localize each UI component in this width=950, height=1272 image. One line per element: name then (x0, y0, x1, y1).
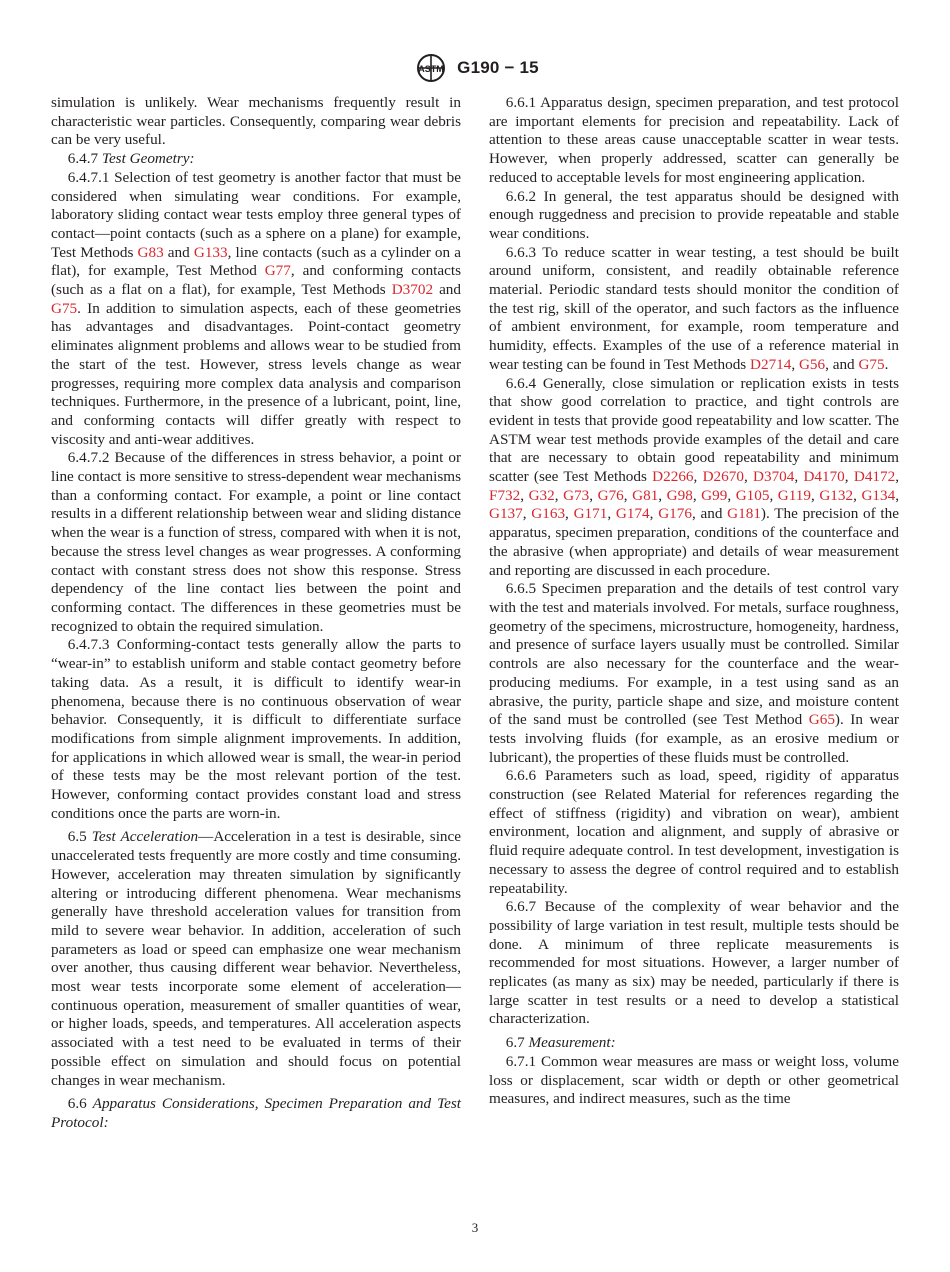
section-6-7-1: 6.7.1 Common wear measures are mass or weight loss, volume loss or displacement, scar width or depth or other geometrical measures, and indirect measures, such as the time (489, 1052, 899, 1108)
ref-separator: , (554, 486, 564, 504)
section-6-6-1: 6.6.1 Apparatus design, specimen preparation, and test protocol are important elements for precision and repeatability. Lack of attention to these areas cause unacceptable scatter in wear tests. However, when properly addressed, scatter can generally be reduced to acceptable levels for most engineering application. (489, 94, 899, 186)
ref-separator: , (589, 486, 598, 504)
ref-link[interactable]: G65 (808, 711, 835, 729)
ref-separator: , (743, 468, 754, 486)
ref-separator: , (623, 486, 633, 504)
ref-separator: , (727, 486, 736, 504)
ref-link[interactable]: G75 (51, 299, 78, 317)
section-6-6-6: 6.6.6 Parameters such as load, speed, rigidity of apparatus construction (see Related Material for references regarding the effect of stiffness (rigidity) and vibration on wear), ambient environment, location and alignment, and supply of abrasive or fluid require adequate control. In test development, investigation is necessary to assess the degree of control required and to establish repeatability. (489, 767, 899, 897)
page-number: 3 (471, 1220, 479, 1235)
left-column (51, 94, 461, 1133)
section-6-7: 6.7 Measurement: (505, 1034, 616, 1052)
ref-separator: , (693, 468, 703, 486)
ref-separator: , (853, 486, 862, 504)
ref-separator: , (522, 505, 532, 523)
ref-link[interactable]: G56 (798, 355, 826, 373)
ref-separator: , (810, 486, 820, 504)
ref-link[interactable]: G119 (777, 486, 811, 504)
ref-link[interactable]: G99 (701, 486, 728, 504)
section-6-6-7: 6.6.7 Because of the complexity of wear behavior and the possibility of large variation in test result, multiple tests should be done. A minimum of three replicate measurements is recommended for most situations. However, a larger number of replicates (as many as six) may be needed, particularly if there is large scatter in test results or a need to develop a statistical characterization. (489, 898, 899, 1028)
ref-separator: , (565, 505, 574, 523)
ref-link[interactable]: G163 (531, 505, 566, 523)
ref-link[interactable]: D2266 (652, 468, 694, 486)
ref-separator: , (895, 486, 899, 504)
section-6-6-4: 6.6.4 Generally, close simulation or replication exists in tests that show good correlation to practice, and tight controls are evident in tests that provide good repeatability and low scatter. The ASTM wear test methods provide examples of the detail and care that are necessary to obtain good repeatability and minimum scatter (see Test Methods D2266, D2670, D3704, D4170, D4172, F732, G32, G73, G76, G81, G98, G99, G105, G119, G132, G134, G137, G163, G171, G174, G176, and G181). The precision of the apparatus, specimen preparation, conditions of the counterface and the abrasive (when appropriate) and details of wear measurement and reporting are discussed in each procedure. (489, 374, 899, 579)
ref-link[interactable]: G81 (632, 486, 659, 504)
ref-separator: , (895, 468, 899, 486)
ref-separator: , (769, 486, 778, 504)
ref-separator: , (649, 505, 659, 523)
section-6-6-3: 6.6.3 To reduce scatter in wear testing, a test should be built around uniform, consistent, and readily obtainable reference material. Periodic standard tests should monitor the condition of the test rig, skill of the operator, and such factors as the influence of ambient environment, for example, room temperature and humidity, effects. Examples of the use of a reference material in wear testing can be found in Test Methods D2714, G56, and G75. (489, 243, 899, 373)
ref-link[interactable]: G176 (658, 505, 692, 523)
ref-link[interactable]: G105 (735, 486, 770, 504)
section-6-6-5: 6.6.5 Specimen preparation and the details of test control vary with the test and materials involved. For metals, surface roughness, geometry of the specimens, microstructure, homogeneity, hardness, and presence of surface layers usually must be controlled. Similar controls are also necessary for the counterface and the wear-producing mediums. For example, in a test using sand as an abrasive, the purity, particle shape and size, and moisture content of the sand must be controlled (see Test Method G65). In wear tests involving fluids (for example, as an erosive medium or lubricant), the properties of these fluids must be controlled. (489, 580, 899, 766)
section-6-5: 6.5 Test Acceleration—Acceleration in a test is desirable, since unaccelerated tests frequently are more costly and time consuming. However, acceleration may threaten simulation by significantly altering or introducing different phenomena. Wear mechanisms generally have threshold acceleration values for transition from mild to severe wear behavior. In addition, acceleration of such parameters as load or speed can emphasize one wear mechanism over another, thus causing different wear behavior. Nevertheless, most wear tests incorporate some element of acceleration—continuous operation, measurement of smaller quantities of wear, or higher loads, speeds, and temperatures. All acceleration aspects associated with a test need to be evaluated in terms of their possible effect on simulation and should focus on potential changes in wear mechanism. (51, 828, 461, 1089)
section-6-4-7-3: 6.4.7.3 Conforming-contact tests generally allow the parts to “wear-in” to establish uniform and stable contact geometry before taking data. As a result, it is difficult to identify wear-in phenomena, because there is no continuous observation of wear behavior. Consequently, it is difficult to differentiate surface modifications from simple alignment improvements. In addition, for applications in which allowed wear is small, the wear-in period of these tests may be the most relevant portion of the test. However, conforming contact provides constant load and stress conditions once the parts are worn-in. (51, 636, 461, 822)
ref-link[interactable]: G32 (528, 486, 555, 504)
ref-separator: , and (691, 505, 728, 523)
section-6-6: 6.6 Apparatus Considerations, Specimen Preparation and Test Protocol: (51, 1095, 461, 1131)
ref-link[interactable]: G75 (858, 355, 885, 373)
ref-link[interactable]: D4170 (803, 468, 845, 486)
ref-link[interactable]: G73 (563, 486, 590, 504)
ref-link[interactable]: D2714 (750, 355, 792, 373)
ref-link[interactable]: G181 (727, 505, 761, 523)
ref-separator: , (692, 486, 702, 504)
ref-link[interactable]: G137 (489, 505, 523, 523)
ref-link[interactable]: G171 (573, 505, 608, 523)
logo-text: ASTM (418, 64, 444, 74)
ref-link[interactable]: G174 (615, 505, 650, 523)
ref-link[interactable]: G133 (193, 243, 228, 261)
section-6-4-7-1: 6.4.7.1 Selection of test geometry is another factor that must be considered when simulating wear conditions. For example, laboratory sliding contact wear tests employ three general types of contact—point contacts (such as a sphere on a plane) for example, Test Methods G83 and G133, line contacts (such as a cylinder on a flat), for example, Test Method G77, and conforming contacts (such as a flat on a flat), for example, Test Methods D3702 and G75. In addition to simulation aspects, each of these geometries has advantages and disadvantages. Point-contact geometry eliminates alignment problems and allows wear to be studied from the start of the test. However, stress levels change as wear progresses, requiring more complex data analysis and comparison techniques. Furthermore, in the presence of a lubricant, point, line, and conforming contacts will differ greatly with respect to viscosity and anti-wear additives. (51, 168, 461, 448)
ref-link[interactable]: D2670 (702, 468, 744, 486)
ref-link[interactable]: G134 (861, 486, 896, 504)
ref-link[interactable]: D3702 (391, 281, 434, 299)
paragraph-continued: simulation is unlikely. Wear mechanisms frequently result in characteristic wear particles. Consequently, comparing wear debris can be very useful. (51, 94, 461, 149)
section-6-6-2: 6.6.2 In general, the test apparatus should be designed with enough ruggedness and precision to provide repeatable and stable wear conditions. (489, 187, 899, 242)
ref-link[interactable]: G98 (666, 486, 693, 504)
ref-link[interactable]: G76 (597, 486, 624, 504)
ref-separator: , (794, 468, 804, 486)
astm-logo-icon (411, 53, 451, 83)
standard-designation: G190 − 15 (457, 58, 539, 77)
ref-separator: , (520, 486, 529, 504)
ref-separator: , (844, 468, 854, 486)
section-6-4-7-2: 6.4.7.2 Because of the differences in stress behavior, a point or line contact is more sensitive to stress-dependent wear mechanisms than a conforming contact. For example, a point or line contact results in a different relationship between wear and sliding distance when the wear is a function of stress, compared with when it is not, because the stress level changes as wear progresses. A conforming contact with constant stress does not show this response. Stress dependency of the line contact lies between the point and conforming contact. The differences in these geometries must be recognized to obtain the required simulation. (51, 449, 461, 635)
page-header (0, 52, 950, 84)
ref-separator: , (658, 486, 667, 504)
ref-link[interactable]: G83 (137, 243, 164, 261)
section-6-4-7: 6.4.7 Test Geometry: (67, 150, 195, 168)
ref-link[interactable]: D3704 (753, 468, 795, 486)
ref-link[interactable]: F732 (489, 486, 521, 504)
ref-separator: , (607, 505, 616, 523)
ref-link[interactable]: G77 (264, 262, 291, 280)
ref-link[interactable]: G132 (819, 486, 854, 504)
ref-link[interactable]: D4172 (853, 468, 896, 486)
right-column (489, 94, 899, 1109)
